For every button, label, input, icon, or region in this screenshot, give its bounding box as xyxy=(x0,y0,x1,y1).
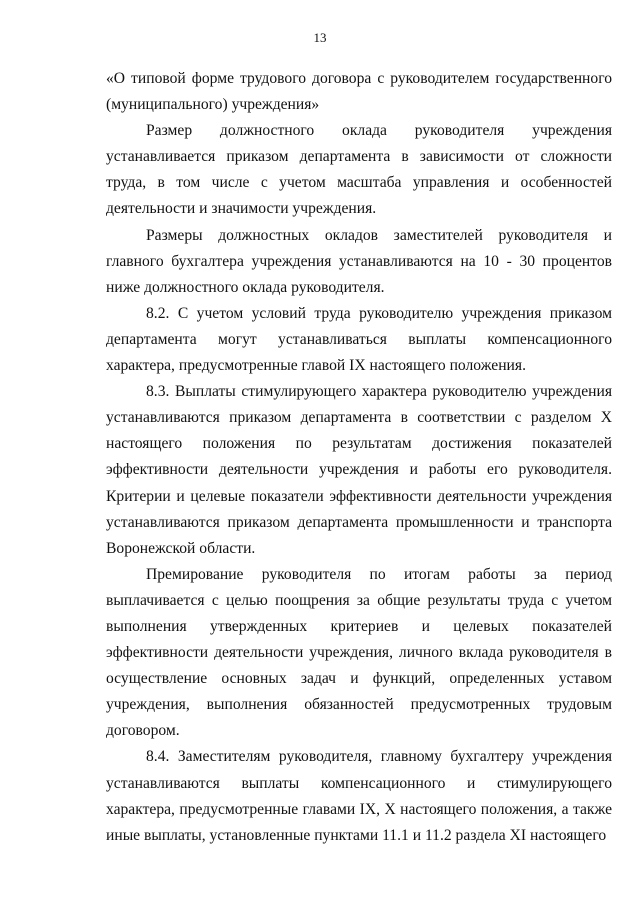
paragraph-head-salary: Размер должностного оклада руководителя учреждения устанавливается приказом департамента в зависимости от сложности труда, в том числе с учетом масштаба управления и особенностей деятельности и значимости учреждения. xyxy=(106,122,612,218)
paragraph-8-2: 8.2. С учетом условий труда руководителю учреждения приказом департамента могут устанавливаться выплаты компенсационного характера, предусмотренные главой IX настоящего положения. xyxy=(106,304,612,375)
paragraph-bonus: Премирование руководителя по итогам работы за период выплачивается с целью поощрения за общие результаты труда с учетом выполнения утвержденных критериев и целевых показателей эффективности деятельности учреждения, личного вклада руководителя в осуществление основных задач и функций, определенных уставом учреждения, выполнения обязанностей предусмотренных трудовым договором. xyxy=(106,565,612,740)
paragraph-8-3: 8.3. Выплаты стимулирующего характера руководителю учреждения устанавливаются приказом департамента в соответствии с разделом X настоящего положения по результатам достижения показателей эффективности деятельности учреждения и работы его руководителя. Критерии и целевые показатели эффективности деятельности учреждения устанавливаются приказом департамента промышленности и транспорта Воронежской области. xyxy=(106,383,612,557)
page-number: 13 xyxy=(313,30,327,45)
paragraph-contract-form-title: «О типовой форме трудового договора с руководителем государственного (муниципального) учреждения» xyxy=(106,70,612,114)
document-body xyxy=(106,66,612,849)
paragraph-deputy-salaries: Размеры должностных окладов заместителей руководителя и главного бухгалтера учреждения устанавливаются на 10 - 30 процентов ниже должностного оклада руководителя. xyxy=(106,226,612,296)
paragraph-8-4: 8.4. Заместителям руководителя, главному бухгалтеру учреждения устанавливаются выплаты компенсационного и стимулирующего характера, предусмотренные главами IX, X настоящего положения, а также иные выплаты, установленные пунктами 11.1 и 11.2 раздела XI настоящего xyxy=(106,748,612,844)
